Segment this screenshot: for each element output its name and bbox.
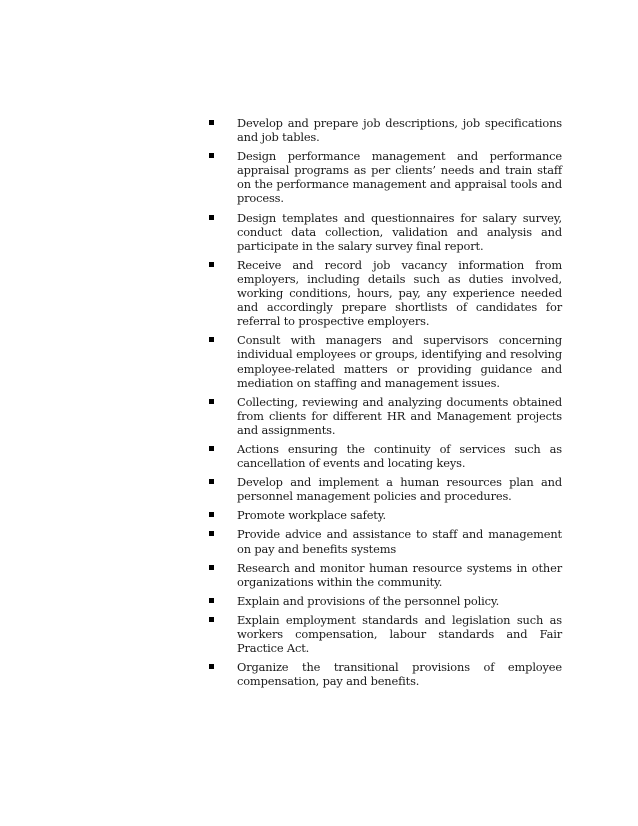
list-item — [205, 442, 562, 470]
square-bullet-icon — [209, 446, 214, 451]
square-bullet-icon — [209, 399, 214, 404]
list-item-text: Explain and provisions of the personnel policy. — [237, 593, 500, 608]
square-bullet-icon — [209, 215, 214, 220]
list-item — [205, 660, 562, 688]
square-bullet-icon — [209, 479, 214, 484]
list-item-text: Collecting, reviewing and analyzing documents obtained from clients for different HR and Management projects and assignments. — [237, 394, 562, 437]
square-bullet-icon — [209, 617, 214, 622]
list-item-text: Actions ensuring the continuity of services such as cancellation of events and locating keys. — [237, 441, 562, 471]
list-item-text: Promote workplace safety. — [237, 508, 386, 523]
list-item-text: Research and monitor human resource systems in other organizations within the community. — [237, 560, 562, 589]
square-bullet-icon — [209, 598, 214, 603]
list-item-text: Explain employment standards and legislation such as workers compensation, labour standards and Fair Practice Act. — [237, 612, 562, 656]
square-bullet-icon — [209, 664, 214, 669]
list-item-text: Develop and prepare job descriptions, job specifications and job tables. — [237, 116, 562, 145]
list-item — [205, 395, 562, 437]
list-item — [205, 561, 562, 589]
list-item — [205, 258, 562, 328]
list-item-text: Provide advice and assistance to staff and management on pay and benefits systems — [237, 527, 562, 556]
list-item — [205, 594, 562, 608]
square-bullet-icon — [209, 531, 214, 536]
list-item — [205, 613, 562, 655]
list-item — [205, 527, 562, 555]
responsibilities-list — [205, 116, 562, 693]
list-item — [205, 475, 562, 503]
square-bullet-icon — [209, 337, 214, 342]
square-bullet-icon — [209, 153, 214, 158]
square-bullet-icon — [209, 120, 214, 125]
list-item — [205, 211, 562, 253]
list-item — [205, 508, 562, 522]
list-item-text: Organize the transitional provisions of employee compensation, pay and benefits. — [237, 660, 562, 689]
square-bullet-icon — [209, 512, 214, 517]
list-item-text: Receive and record job vacancy information from employers, including details such as duties involved, working conditions, hours, pay, any experience needed and accordingly prepare shortlists of candidates for referral to prospective employers. — [237, 257, 562, 329]
list-item-text: Design templates and questionnaires for salary survey, conduct data collection, validation and analysis and participate in the salary survey final report. — [237, 210, 562, 253]
list-item — [205, 333, 562, 389]
list-item — [205, 116, 562, 144]
list-item-text: Consult with managers and supervisors concerning individual employees or groups, identifying and resolving employee-related matters or providing guidance and mediation on staffing and management issues. — [237, 333, 562, 390]
list-item-text: Develop and implement a human resources plan and personnel management policies and procedures. — [237, 475, 562, 504]
list-item-text: Design performance management and performance appraisal programs as per clients’ needs and train staff on the performance management and appraisal tools and process. — [237, 149, 562, 206]
square-bullet-icon — [209, 565, 214, 570]
square-bullet-icon — [209, 262, 214, 267]
list-item — [205, 149, 562, 205]
